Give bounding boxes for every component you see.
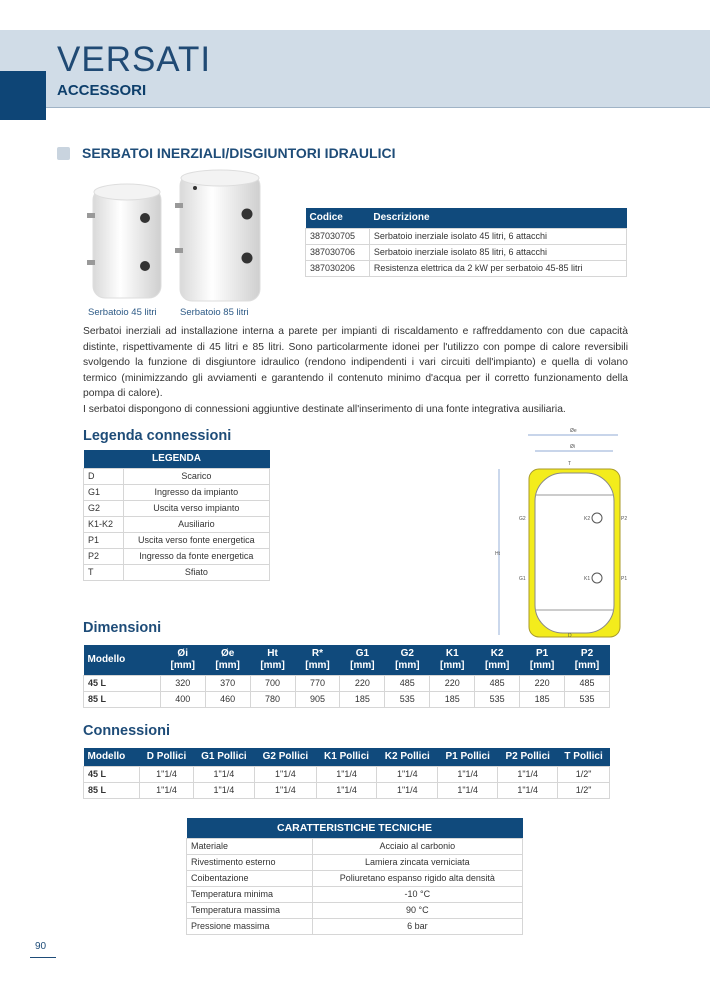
cell: 6 bar [312, 918, 522, 934]
label-g2: G2 [519, 516, 526, 522]
col-header: Modello [84, 748, 140, 766]
cell: 1/2" [558, 782, 610, 798]
table-row [187, 870, 523, 886]
product-table [305, 208, 627, 277]
col-header [565, 645, 610, 675]
cell: Sfiato [123, 564, 269, 580]
cell: Lamiera zincata verniciata [312, 854, 522, 870]
cell: G1 [84, 484, 124, 500]
cell: Coibentazione [187, 870, 313, 886]
cell: 1"1/4 [377, 782, 438, 798]
cell: 185 [340, 691, 385, 707]
cell: 370 [205, 675, 250, 691]
col-header [340, 645, 385, 675]
col-header: Descrizione [369, 208, 626, 228]
label-k2: K2 [584, 516, 591, 522]
caption-85: Serbatoio 85 litri [180, 307, 249, 318]
cell: 1"1/4 [438, 782, 498, 798]
col-header [430, 645, 475, 675]
cell: 387030706 [306, 244, 370, 260]
table-row [84, 766, 610, 782]
description-paragraph: Serbatoi inerziali ad installazione interna a parete per impianti di riscaldamento e raffreddamento con due capacità distinte, rispettivamente di 45 litri e 85 litri. Sono particolarmente idonei per l'utilizzo con pompe di calore reversibili svolgendo la funzione di disgiuntore idraulico (rendono indipendenti i vari circuiti dell'impianto) e quella di volano termico (minimizzando gli avviamenti e garantendo il contenuto minimo d'acqua per il corretto funzionamento della pompa di calore). [83, 326, 628, 400]
cell: 387030705 [306, 228, 370, 244]
col-header-unit: [mm] [484, 659, 510, 671]
table-row [84, 516, 270, 532]
col-header-label: G1 [355, 647, 370, 659]
label-oi: Øi [570, 444, 575, 450]
table-row [84, 500, 270, 516]
col-header [250, 645, 295, 675]
table-row [187, 886, 523, 902]
col-header-unit: [mm] [350, 659, 375, 671]
cell: 1/2" [558, 766, 610, 782]
legend-title: Legenda connessioni [83, 428, 232, 444]
cell: 45 L [84, 675, 161, 691]
col-header-unit: [mm] [305, 659, 330, 671]
cell: 1"1/4 [498, 782, 558, 798]
cell: 1"1/4 [438, 766, 498, 782]
cell: Scarico [123, 468, 269, 484]
label-d: D [568, 633, 572, 639]
cell: 1"1/4 [316, 782, 377, 798]
cell: 220 [430, 675, 475, 691]
table-row [187, 854, 523, 870]
cell: 387030206 [306, 260, 370, 276]
label-oe: Øe [570, 428, 577, 434]
col-header-label: P2 [580, 647, 594, 659]
table-row [306, 260, 627, 276]
cell: Temperatura massima [187, 902, 313, 918]
label-p2: P2 [621, 516, 628, 522]
col-header: P2 Pollici [498, 748, 558, 766]
cell: 400 [160, 691, 205, 707]
cell: 185 [430, 691, 475, 707]
cell: 1"1/4 [377, 766, 438, 782]
specs-table [186, 818, 523, 935]
cell: 535 [475, 691, 520, 707]
cell: 85 L [84, 782, 140, 798]
connection-diagram [495, 425, 635, 640]
cell: 905 [295, 691, 340, 707]
connections-title: Connessioni [83, 723, 171, 739]
cell: Acciaio al carbonio [312, 838, 522, 854]
cell: 1"1/4 [193, 782, 255, 798]
section-title: SERBATOI INERZIALI/DISGIUNTORI IDRAULICI [82, 145, 396, 161]
label-g1: G1 [519, 576, 526, 582]
cell: 535 [385, 691, 430, 707]
tank-85-image [175, 168, 275, 303]
cell: 485 [385, 675, 430, 691]
col-header-label: R* [311, 647, 324, 659]
cell: 1"1/4 [140, 766, 193, 782]
cell: K1-K2 [84, 516, 124, 532]
cell: Uscita verso fonte energetica [123, 532, 269, 548]
col-header: G1 Pollici [193, 748, 255, 766]
col-header-unit: [mm] [170, 659, 195, 671]
col-header-unit: [mm] [395, 659, 420, 671]
cell: 700 [250, 675, 295, 691]
cell: 780 [250, 691, 295, 707]
table-row [306, 244, 627, 260]
cell: T [84, 564, 124, 580]
cell: Resistenza elettrica da 2 kW per serbatoio 45-85 litri [369, 260, 626, 276]
table-row [187, 838, 523, 854]
cell: Serbatoio inerziale isolato 85 litri, 6 attacchi [369, 244, 626, 260]
table-row [84, 548, 270, 564]
cell: P1 [84, 532, 124, 548]
table-row [84, 468, 270, 484]
table-row [84, 782, 610, 798]
dimensions-table [83, 645, 610, 708]
col-header: CARATTERISTICHE TECNICHE [187, 818, 523, 838]
table-row [84, 691, 610, 707]
cell: 185 [520, 691, 565, 707]
table-row [187, 918, 523, 934]
cell: 770 [295, 675, 340, 691]
cell: 1"1/4 [255, 782, 317, 798]
legend-table [83, 450, 270, 581]
col-header: P1 Pollici [438, 748, 498, 766]
cell: 1"1/4 [498, 766, 558, 782]
cell: Temperatura minima [187, 886, 313, 902]
cell: Poliuretano espanso rigido alta densità [312, 870, 522, 886]
cell: 485 [565, 675, 610, 691]
cell: 485 [475, 675, 520, 691]
cell: Materiale [187, 838, 313, 854]
col-header [205, 645, 250, 675]
cell: -10 °C [312, 886, 522, 902]
col-header [160, 645, 205, 675]
cell: P2 [84, 548, 124, 564]
col-header-unit: [mm] [574, 659, 600, 671]
connections-table [83, 748, 610, 799]
cell: 1"1/4 [140, 782, 193, 798]
section-label: ACCESSORI [57, 82, 147, 99]
col-header [84, 645, 161, 675]
label-ht: Ht [495, 551, 500, 557]
label-p1: P1 [621, 576, 628, 582]
col-header-label: Ht [267, 647, 278, 659]
table-row [187, 902, 523, 918]
tank-45-image [85, 168, 170, 303]
col-header: T Pollici [558, 748, 610, 766]
col-header [520, 645, 565, 675]
col-header-unit: [mm] [529, 659, 555, 671]
col-header: LEGENDA [84, 450, 270, 468]
cell: 85 L [84, 691, 161, 707]
page-number: 90 [35, 941, 47, 952]
col-header-label: Øe [220, 647, 235, 659]
col-header-label: K2 [490, 647, 504, 659]
col-header-label: K1 [445, 647, 459, 659]
cell: Ausiliario [123, 516, 269, 532]
cell: 220 [340, 675, 385, 691]
col-header [385, 645, 430, 675]
col-header-label: Modello [87, 653, 126, 665]
cell: Uscita verso impianto [123, 500, 269, 516]
cell: 90 °C [312, 902, 522, 918]
table-row [306, 228, 627, 244]
col-header: D Pollici [140, 748, 193, 766]
cell: Rivestimento esterno [187, 854, 313, 870]
bullet-square-icon [57, 147, 70, 160]
col-header [295, 645, 340, 675]
col-header-label: Øi [177, 647, 188, 659]
dimensions-title: Dimensioni [83, 620, 162, 636]
cell: 535 [565, 691, 610, 707]
cell: Ingresso da fonte energetica [123, 548, 269, 564]
col-header-label: P1 [535, 647, 549, 659]
col-header: K1 Pollici [316, 748, 377, 766]
cell: G2 [84, 500, 124, 516]
description-paragraph: I serbatoi dispongono di connessioni aggiuntive destinate all'inserimento di una fonte integrativa ausiliaria. [83, 403, 566, 415]
section-heading [57, 145, 395, 161]
label-t: T [568, 461, 572, 467]
col-header: K2 Pollici [377, 748, 438, 766]
cell: 220 [520, 675, 565, 691]
col-header-unit: [mm] [215, 659, 240, 671]
col-header: Codice [306, 208, 370, 228]
col-header: G2 Pollici [255, 748, 317, 766]
cell: 1"1/4 [255, 766, 317, 782]
col-header-unit: [mm] [440, 659, 465, 671]
cell: Pressione massima [187, 918, 313, 934]
description [83, 324, 628, 418]
cell: 45 L [84, 766, 140, 782]
page-number-rule [30, 957, 56, 958]
cell: Serbatoio inerziale isolato 45 litri, 6 attacchi [369, 228, 626, 244]
col-header-unit: [mm] [260, 659, 285, 671]
cell: 1"1/4 [193, 766, 255, 782]
table-row [84, 675, 610, 691]
col-header-label: G2 [400, 647, 414, 659]
table-row [84, 532, 270, 548]
label-k1: K1 [584, 576, 591, 582]
col-header [475, 645, 520, 675]
table-row [84, 484, 270, 500]
cell: D [84, 468, 124, 484]
cell: 320 [160, 675, 205, 691]
table-row [84, 564, 270, 580]
cell: 1"1/4 [316, 766, 377, 782]
cell: Ingresso da impianto [123, 484, 269, 500]
caption-45: Serbatoio 45 litri [88, 307, 157, 318]
cell: 460 [205, 691, 250, 707]
header-accent-block [0, 71, 46, 120]
brand-title: VERSATI [57, 40, 212, 79]
